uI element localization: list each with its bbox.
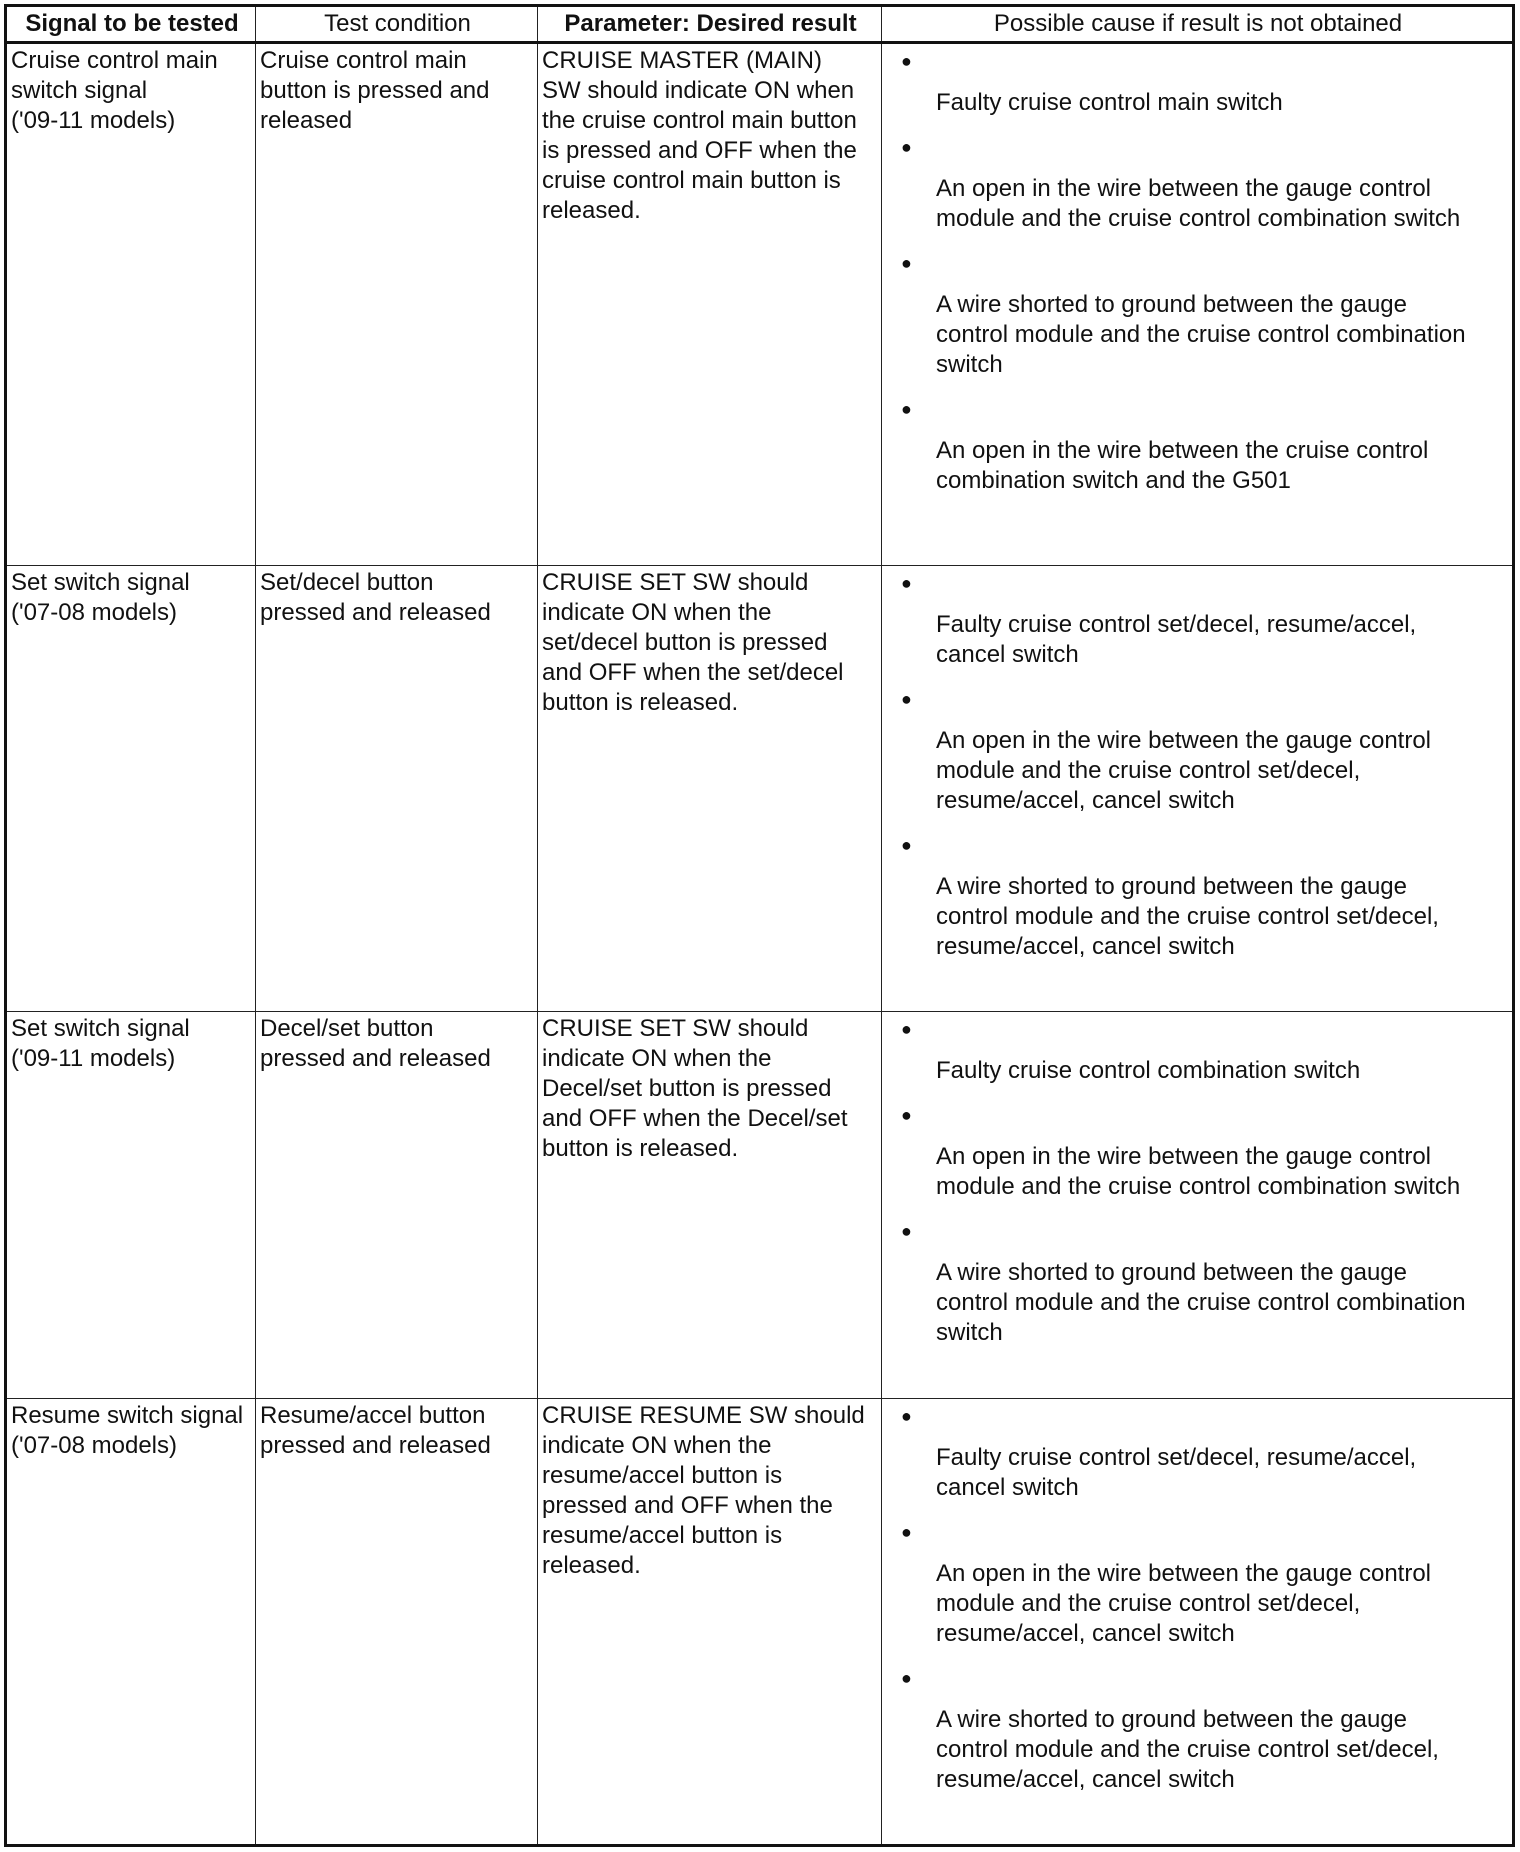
- cause-item: [886, 392, 1510, 508]
- bullet-icon: ●: [901, 835, 912, 855]
- cause-item: [886, 1515, 1510, 1661]
- desired-result-cell: [538, 566, 882, 1012]
- bullet-icon: ●: [901, 1522, 912, 1542]
- signal-cell-text: Set switch signal ('09-11 models): [11, 1015, 190, 1072]
- desired-result-cell-text: CRUISE SET SW should indicate ON when the set/decel button is pressed and OFF when the set/decel button is released.: [542, 569, 844, 716]
- desired-result-cell-text: CRUISE SET SW should indicate ON when the Decel/set button is pressed and OFF when the Decel/set button is released.: [542, 1015, 848, 1162]
- table-header: [6, 6, 1514, 43]
- table-row: [6, 43, 1514, 566]
- signal-cell-text: Set switch signal ('07-08 models): [11, 569, 190, 626]
- cause-item: [886, 44, 1510, 130]
- bullet-icon: ●: [901, 137, 912, 157]
- cause-text: Faulty cruise control main switch: [936, 89, 1283, 116]
- test-condition-cell-text: Decel/set button pressed and released: [260, 1015, 491, 1072]
- bullet-icon: ●: [901, 399, 912, 419]
- bullet-icon: ●: [901, 1105, 912, 1125]
- cause-text: A wire shorted to ground between the gauge control module and the cruise control set/decel, resume/accel, cancel switch: [936, 873, 1439, 960]
- cause-item: [886, 828, 1510, 974]
- cause-text: An open in the wire between the cruise control combination switch and the G501: [936, 437, 1429, 494]
- desired-result-cell-text: CRUISE RESUME SW should indicate ON when the resume/accel button is pressed and OFF when the resume/accel button is released.: [542, 1402, 865, 1579]
- bullet-icon: ●: [901, 689, 912, 709]
- table-row: [6, 566, 1514, 1012]
- bullet-icon: ●: [901, 1668, 912, 1688]
- cause-text: Faulty cruise control set/decel, resume/accel, cancel switch: [936, 611, 1417, 668]
- cause-item: [886, 1098, 1510, 1214]
- cause-text: A wire shorted to ground between the gauge control module and the cruise control set/decel, resume/accel, cancel switch: [936, 1706, 1439, 1793]
- cause-text: An open in the wire between the gauge control module and the cruise control set/decel, resume/accel, cancel switch: [936, 727, 1432, 814]
- header-possible-cause: Possible cause if result is not obtained: [882, 6, 1514, 43]
- bullet-icon: ●: [901, 573, 912, 593]
- possible-cause-cell: [882, 1399, 1514, 1846]
- signal-cell: [6, 43, 256, 566]
- bullet-icon: ●: [901, 1406, 912, 1426]
- header-test-condition: Test condition: [256, 6, 538, 43]
- test-condition-cell: [256, 1012, 538, 1399]
- signal-cell-text: Resume switch signal ('07-08 models): [11, 1402, 244, 1459]
- signal-cell: [6, 1012, 256, 1399]
- header-row: [6, 6, 1514, 43]
- desired-result-cell: [538, 1399, 882, 1846]
- test-condition-cell-text: Set/decel button pressed and released: [260, 569, 491, 626]
- test-condition-cell-text: Cruise control main button is pressed and released: [260, 47, 490, 134]
- cause-item: [886, 682, 1510, 828]
- cause-list: [886, 1399, 1510, 1807]
- cause-text: A wire shorted to ground between the gauge control module and the cruise control combination switch: [936, 1259, 1466, 1346]
- test-condition-cell: [256, 1399, 538, 1846]
- cause-item: [886, 1214, 1510, 1360]
- cause-list: [886, 566, 1510, 974]
- troubleshooting-table: [4, 4, 1515, 1847]
- signal-cell: [6, 1399, 256, 1846]
- cause-item: [886, 130, 1510, 246]
- test-condition-cell-text: Resume/accel button pressed and released: [260, 1402, 491, 1459]
- desired-result-cell-text: CRUISE MASTER (MAIN) SW should indicate ON when the cruise control main button is pressed and OFF when the cruise control main button is released.: [542, 47, 857, 224]
- bullet-icon: ●: [901, 253, 912, 273]
- possible-cause-cell: [882, 43, 1514, 566]
- bullet-icon: ●: [901, 1221, 912, 1241]
- desired-result-cell: [538, 43, 882, 566]
- cause-item: [886, 566, 1510, 682]
- bullet-icon: ●: [901, 51, 912, 71]
- cause-text: An open in the wire between the gauge control module and the cruise control combination switch: [936, 1143, 1461, 1200]
- test-condition-cell: [256, 566, 538, 1012]
- cause-text: Faulty cruise control set/decel, resume/accel, cancel switch: [936, 1444, 1417, 1501]
- signal-cell: [6, 566, 256, 1012]
- table-row: [6, 1012, 1514, 1399]
- possible-cause-cell: [882, 1012, 1514, 1399]
- cause-item: [886, 1661, 1510, 1807]
- cause-list: [886, 44, 1510, 508]
- table-row: [6, 1399, 1514, 1846]
- signal-cell-text: Cruise control main switch signal ('09-11 models): [11, 47, 218, 134]
- cause-text: An open in the wire between the gauge control module and the cruise control combination switch: [936, 175, 1461, 232]
- possible-cause-cell: [882, 566, 1514, 1012]
- table-body: [6, 43, 1514, 1846]
- cause-text: Faulty cruise control combination switch: [936, 1057, 1361, 1084]
- cause-item: [886, 1399, 1510, 1515]
- header-desired-result: Parameter: Desired result: [538, 6, 882, 43]
- cause-text: An open in the wire between the gauge control module and the cruise control set/decel, resume/accel, cancel switch: [936, 1560, 1432, 1647]
- desired-result-cell: [538, 1012, 882, 1399]
- cause-text: A wire shorted to ground between the gauge control module and the cruise control combination switch: [936, 291, 1466, 378]
- cause-item: [886, 1012, 1510, 1098]
- header-signal: Signal to be tested: [6, 6, 256, 43]
- test-condition-cell: [256, 43, 538, 566]
- bullet-icon: ●: [901, 1019, 912, 1039]
- cause-list: [886, 1012, 1510, 1360]
- cause-item: [886, 246, 1510, 392]
